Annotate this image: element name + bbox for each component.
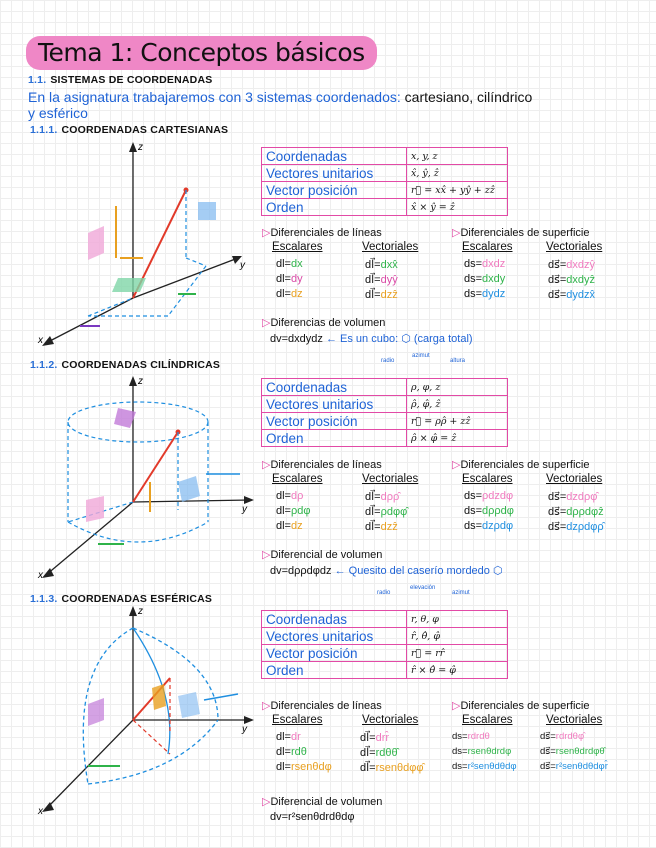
eq-lhs: ds⃗= (548, 289, 567, 301)
eq-lhs: ds⃗= (540, 731, 556, 742)
cyl-heading-label: COORDENADAS CILÍNDRICAS (61, 359, 221, 371)
intro-line1-blue: En la asignatura trabajaremos con 3 sistemas coordenados: (28, 89, 401, 105)
eq-lhs: dl= (276, 288, 291, 300)
eq-rhs: rdθ (291, 746, 307, 758)
col-escalares: Escalares (272, 714, 323, 726)
eq-lhs: ds= (452, 761, 468, 772)
eq-rhs: ρdφ (291, 505, 311, 517)
sph-z-label: z (138, 606, 143, 617)
cart-le-1 (276, 273, 303, 285)
cyl-table (261, 378, 508, 447)
cart-le-2 (276, 288, 303, 300)
sph-le-2 (276, 761, 332, 773)
eq-rhs: dρρdφ (482, 505, 514, 517)
sph-heading-label: COORDENADAS ESFÉRICAS (61, 593, 213, 605)
table-label: Vector posición (262, 413, 407, 430)
table-label: Vector posición (262, 182, 407, 199)
section-label: SISTEMAS DE COORDENADAS (50, 74, 213, 86)
col-vectoriales: Vectoriales (362, 714, 419, 726)
eq-rhs: r²senθdθdφr̂ (555, 761, 608, 772)
table-value: ρ, φ, z (407, 379, 508, 396)
cart-sv-2 (548, 288, 595, 301)
eq-lhs: ds⃗= (548, 491, 567, 503)
cyl-lv-0 (365, 490, 399, 503)
sph-sv-0 (540, 731, 584, 742)
table-row (262, 662, 508, 679)
eq-rhs: dyŷ (380, 274, 398, 286)
sph-lineas-header: ▷Diferenciales de líneas (262, 700, 382, 712)
eq-lhs: dl⃗= (365, 259, 381, 271)
eq-lhs: ds= (464, 273, 483, 285)
table-row (262, 379, 508, 396)
eq-lhs: ds= (464, 490, 483, 502)
eq-lhs: dl= (276, 746, 291, 758)
col-vectoriales: Vectoriales (362, 241, 419, 253)
cyl-le-0 (276, 490, 303, 502)
eq-rhs: dr (291, 731, 301, 743)
eq-lhs: dl⃗= (365, 521, 381, 533)
col-vectoriales: Vectoriales (546, 241, 603, 253)
eq-rhs: dρρdφẑ (566, 506, 604, 518)
eq-lhs: dl⃗= (365, 289, 381, 301)
sph-le-1 (276, 746, 307, 758)
eq-rhs: dρρ̂ (380, 491, 400, 503)
eq-rhs: dxdyẑ (566, 274, 596, 286)
col-escalares: Escalares (272, 241, 323, 253)
eq-rhs: dzẑ (380, 521, 398, 533)
cart-le-0 (276, 258, 303, 270)
table-row (262, 413, 508, 430)
sph-sv-1 (540, 746, 605, 757)
cyl-sv-1 (548, 505, 604, 518)
table-label: Orden (262, 199, 407, 216)
eq-lhs: dl⃗= (365, 506, 381, 518)
cart-y-label: y (240, 260, 245, 271)
cyl-y-label: y (242, 504, 247, 515)
col-escalares: Escalares (462, 714, 513, 726)
eq-rhs: dxx̂ (380, 259, 398, 271)
col-vectoriales: Vectoriales (546, 473, 603, 485)
eq-lhs: ds= (464, 520, 483, 532)
cart-sv-1 (548, 273, 595, 286)
sph-x-label: x (38, 806, 43, 817)
vol-extra: (carga total) (413, 333, 473, 345)
table-label: Coordenadas (262, 611, 407, 628)
eq-rhs: rdrdθφ̂ (555, 731, 585, 742)
col-escalares: Escalares (462, 473, 513, 485)
cart-lv-2 (365, 288, 398, 301)
table-label: Coordenadas (262, 379, 407, 396)
sph-label-elevacion: elevación (410, 585, 436, 591)
sph-se-2 (452, 761, 517, 772)
cyl-lv-1 (365, 505, 407, 518)
intro-line2: y esférico (28, 105, 88, 121)
cyl-label-azimut: azimut (412, 353, 430, 359)
cart-lv-1 (365, 273, 398, 286)
sph-se-1 (452, 746, 511, 757)
vol-eq: dv=r²senθdrdθdφ (270, 811, 355, 823)
cart-vol-header: ▷Diferencias de volumen (262, 317, 386, 329)
eq-rhs: dx (291, 258, 303, 270)
cyl-z-label: z (138, 376, 143, 387)
eq-lhs: dl= (276, 761, 291, 773)
cyl-superficie-header: ▷Diferenciales de superficie (452, 459, 590, 471)
sph-lv-1 (360, 746, 398, 759)
table-label: Orden (262, 430, 407, 447)
vol-eq: dv=dxdydz (270, 333, 323, 345)
header-text: Diferencias de volumen (270, 317, 386, 329)
cyl-sv-0 (548, 490, 597, 503)
eq-rhs: dz (291, 520, 303, 532)
cyl-vol-line (270, 564, 503, 577)
sph-lv-0 (360, 731, 389, 744)
cart-heading-label: COORDENADAS CARTESIANAS (61, 124, 229, 136)
col-escalares: Escalares (272, 473, 323, 485)
header-text: Diferencial de volumen (270, 549, 383, 561)
table-label: Coordenadas (262, 148, 407, 165)
cyl-se-2 (464, 520, 513, 532)
cyl-x-label: x (38, 570, 43, 581)
table-value: ρ̂ × φ̂ = ẑ (407, 430, 508, 447)
header-text: Diferencial de volumen (270, 796, 383, 808)
eq-lhs: dl= (276, 505, 291, 517)
eq-lhs: ds= (464, 288, 483, 300)
eq-lhs: dl= (276, 258, 291, 270)
section-number: 1.1. (28, 74, 47, 86)
eq-lhs: ds⃗= (548, 259, 567, 271)
table-value: ρ̂, φ̂, ẑ (407, 396, 508, 413)
header-text: Diferenciales de superficie (460, 700, 590, 712)
eq-lhs: dl= (276, 273, 291, 285)
cart-vol-line (270, 332, 473, 345)
eq-lhs: dl= (276, 490, 291, 502)
eq-rhs: dzdρφ̂ (566, 491, 598, 503)
cart-se-0 (464, 258, 505, 270)
cart-heading (30, 124, 228, 136)
cheese-wedge-icon: ⬡ (492, 565, 503, 577)
sph-table (261, 610, 508, 679)
table-value: x̂ × ŷ = ẑ (407, 199, 508, 216)
sph-label-radio: radio (377, 590, 391, 596)
col-vectoriales: Vectoriales (546, 714, 603, 726)
eq-rhs: dy (291, 273, 303, 285)
header-text: Diferenciales de superficie (460, 459, 590, 471)
cube-icon: ⬡ (401, 333, 411, 345)
table-value: r⃗ = rr̂ (407, 645, 508, 662)
sph-heading-num: 1.1.3. (30, 593, 58, 605)
eq-lhs: dl= (276, 731, 291, 743)
table-row (262, 182, 508, 199)
eq-rhs: dxdz (482, 258, 506, 270)
sph-y-label: y (242, 724, 247, 735)
eq-rhs: drr̂ (375, 732, 390, 744)
table-row (262, 165, 508, 182)
eq-rhs: dzρdφ (482, 520, 514, 532)
header-text: Diferenciales de líneas (270, 700, 382, 712)
cart-table (261, 147, 508, 216)
table-value: r⃗ = xx̂ + yŷ + zẑ (407, 182, 508, 199)
eq-rhs: dxdy (482, 273, 506, 285)
eq-rhs: dz (291, 288, 303, 300)
eq-lhs: ds⃗= (548, 506, 567, 518)
eq-rhs: dydzx̂ (566, 289, 596, 301)
eq-rhs: dydz (482, 288, 506, 300)
vol-note: ← Quesito del caserío mordedo (334, 565, 490, 577)
table-label: Vectores unitarios (262, 165, 407, 182)
table-label: Orden (262, 662, 407, 679)
eq-lhs: dl⃗= (360, 732, 376, 744)
cart-x-label: x (38, 335, 43, 346)
eq-rhs: rsenθdφφ̂ (375, 762, 424, 774)
cart-lv-0 (365, 258, 398, 271)
table-row (262, 199, 508, 216)
cyl-heading-num: 1.1.2. (30, 359, 58, 371)
cyl-label-radio: radio (381, 358, 395, 364)
eq-lhs: dl⃗= (360, 747, 376, 759)
sph-sv-2 (540, 761, 608, 772)
cyl-lineas-header: ▷Diferenciales de líneas (262, 459, 382, 471)
cart-superficie-header: ▷Diferenciales de superficie (452, 227, 590, 239)
eq-rhs: rsenθdrdφθ̂ (555, 746, 605, 757)
page-title: Tema 1: Conceptos básicos (26, 36, 377, 70)
table-label: Vectores unitarios (262, 396, 407, 413)
eq-lhs: ds⃗= (540, 761, 556, 772)
eq-lhs: ds= (452, 731, 468, 742)
col-escalares: Escalares (462, 241, 513, 253)
cyl-se-0 (464, 490, 513, 502)
eq-lhs: ds⃗= (540, 746, 556, 757)
eq-rhs: rsenθdrdφ (467, 746, 512, 757)
eq-rhs: dxdzŷ (566, 259, 596, 271)
sph-se-0 (452, 731, 490, 742)
col-vectoriales: Vectoriales (362, 473, 419, 485)
cart-lineas-header: ▷Diferenciales de líneas (262, 227, 382, 239)
sph-lv-2 (360, 761, 424, 774)
eq-rhs: ρdzdφ (482, 490, 514, 502)
sph-vol-line (270, 811, 355, 823)
sph-superficie-header: ▷Diferenciales de superficie (452, 700, 590, 712)
eq-lhs: ds⃗= (548, 521, 567, 533)
eq-rhs: rsenθdφ (291, 761, 332, 773)
eq-rhs: ρdφφ̂ (380, 506, 408, 518)
cylindrical-diagram (28, 372, 260, 582)
eq-lhs: dl⃗= (360, 762, 376, 774)
eq-lhs: ds= (452, 746, 468, 757)
table-row (262, 430, 508, 447)
eq-rhs: dzρdφρ̂ (566, 521, 604, 533)
cyl-vol-header: ▷Diferencial de volumen (262, 549, 383, 561)
eq-rhs: rdθθ̂ (375, 747, 398, 759)
vol-note: ← Es un cubo: (325, 333, 399, 345)
table-value: r̂ × θ̂ = φ̂ (407, 662, 508, 679)
table-label: Vector posición (262, 645, 407, 662)
eq-rhs: dzẑ (380, 289, 398, 301)
table-value: x, y, z (407, 148, 508, 165)
table-value: r̂, θ̂, φ̂ (407, 628, 508, 645)
eq-rhs: dρ (291, 490, 304, 502)
table-row (262, 645, 508, 662)
table-row (262, 148, 508, 165)
eq-lhs: dl⃗= (365, 491, 381, 503)
cart-sv-0 (548, 258, 595, 271)
eq-lhs: dl⃗= (365, 274, 381, 286)
table-value: r⃗ = ρρ̂ + zẑ (407, 413, 508, 430)
intro-line1-black: cartesiano, cilíndrico (404, 89, 533, 105)
cyl-le-1 (276, 505, 311, 517)
cart-heading-num: 1.1.1. (30, 124, 58, 136)
intro-text (28, 90, 532, 105)
table-row (262, 628, 508, 645)
sph-le-0 (276, 731, 301, 743)
header-text: Diferenciales de líneas (270, 459, 382, 471)
cyl-lv-2 (365, 520, 398, 533)
cart-z-label: z (138, 142, 143, 153)
cart-se-1 (464, 273, 505, 285)
eq-lhs: ds= (464, 258, 483, 270)
cyl-le-2 (276, 520, 303, 532)
section-heading (28, 74, 212, 86)
cyl-sv-2 (548, 520, 604, 533)
eq-lhs: ds⃗= (548, 274, 567, 286)
sph-label-azimut: azimut (452, 590, 470, 596)
spherical-diagram (28, 604, 260, 818)
header-text: Diferenciales de líneas (270, 227, 382, 239)
cartesian-diagram (28, 138, 260, 350)
table-label: Vectores unitarios (262, 628, 407, 645)
eq-lhs: dl= (276, 520, 291, 532)
eq-rhs: rdrdθ (467, 731, 490, 742)
header-text: Diferenciales de superficie (460, 227, 590, 239)
eq-lhs: ds= (464, 505, 483, 517)
cyl-label-altura: altura (450, 358, 466, 364)
vol-eq: dv=dρρdφdz (270, 565, 332, 577)
cart-se-2 (464, 288, 505, 300)
table-value: r, θ, φ (407, 611, 508, 628)
table-row (262, 611, 508, 628)
table-row (262, 396, 508, 413)
sph-vol-header: ▷Diferencial de volumen (262, 796, 383, 808)
cyl-heading (30, 359, 220, 371)
eq-rhs: r²senθdθdφ (467, 761, 517, 772)
table-value: x̂, ŷ, ẑ (407, 165, 508, 182)
cyl-se-1 (464, 505, 514, 517)
